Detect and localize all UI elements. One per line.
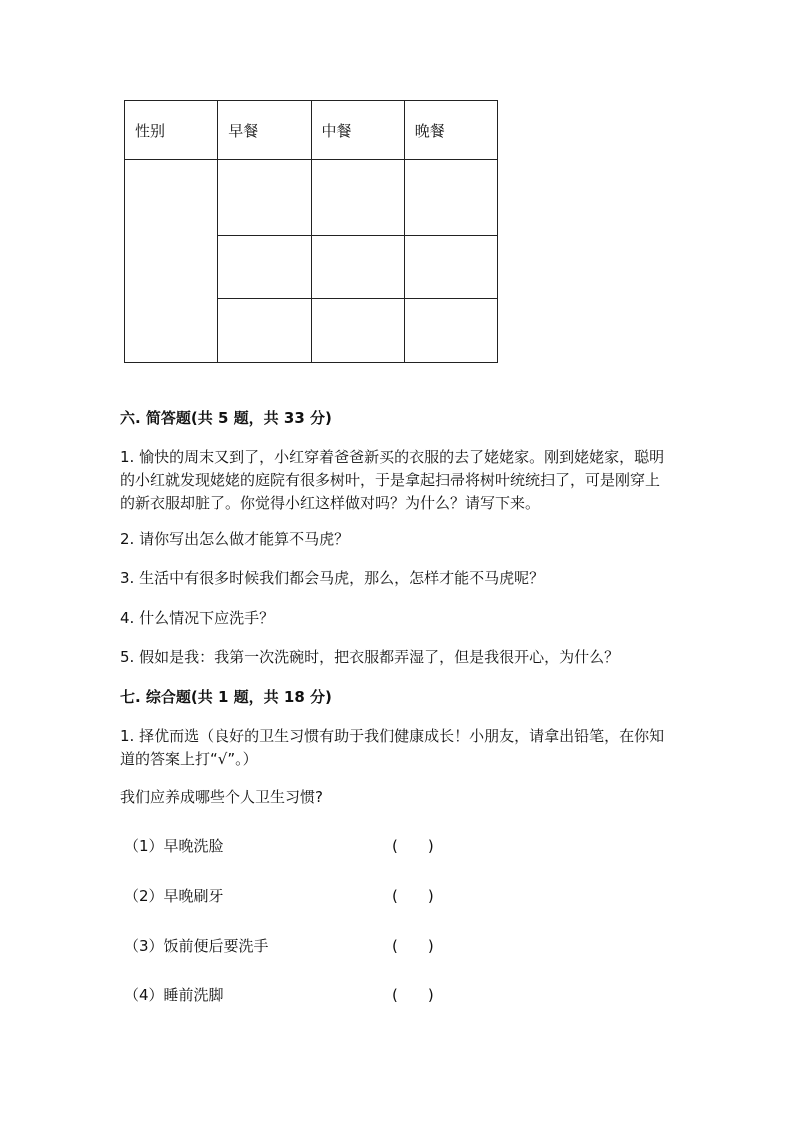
answer-blank-2[interactable]: ( ) xyxy=(392,887,434,905)
header-breakfast: 早餐 xyxy=(218,101,311,160)
meal-table xyxy=(124,100,498,363)
section-6-title: 六. 简答题(共 5 题，共 33 分) xyxy=(120,409,332,427)
comprehensive-question-1: 1. 择优而选（良好的卫生习惯有助于我们健康成长！小朋友，请拿出铅笔，在你知道的答案上打“√”。） xyxy=(120,727,665,768)
table-cell[interactable] xyxy=(218,236,311,299)
question-1: 1. 愉快的周末又到了，小红穿着爸爸新买的衣服的去了姥姥家。刚到姥姥家，聪明的小红就发现姥姥的庭院有很多树叶，于是拿起扫帚将树叶统统扫了，可是刚穿上的新衣服却脏了。你觉得小红这样做对吗？为什么？请写下来。 xyxy=(120,448,665,512)
table-cell[interactable] xyxy=(218,299,311,363)
header-lunch: 中餐 xyxy=(311,101,404,160)
answer-blank-3[interactable]: ( ) xyxy=(392,937,434,955)
table-cell[interactable] xyxy=(404,160,497,236)
option-4: （4）睡前洗脚 xyxy=(124,986,224,1004)
answer-blank-1[interactable]: ( ) xyxy=(392,837,434,855)
table-cell[interactable] xyxy=(404,236,497,299)
question-5: 5. 假如是我：我第一次洗碗时，把衣服都弄湿了，但是我很开心，为什么？ xyxy=(120,648,620,666)
header-gender: 性别 xyxy=(125,101,218,160)
question-3: 3. 生活中有很多时候我们都会马虎，那么，怎样才能不马虎呢？ xyxy=(120,569,545,587)
header-dinner: 晚餐 xyxy=(404,101,497,160)
table-cell[interactable] xyxy=(311,160,404,236)
answer-blank-4[interactable]: ( ) xyxy=(392,986,434,1004)
table-cell[interactable] xyxy=(311,299,404,363)
table-cell[interactable] xyxy=(218,160,311,236)
gender-cell[interactable] xyxy=(125,160,218,363)
table-cell[interactable] xyxy=(311,236,404,299)
table-cell[interactable] xyxy=(404,299,497,363)
prompt-text: 我们应养成哪些个人卫生习惯? xyxy=(120,788,323,806)
option-3: （3）饭前便后要洗手 xyxy=(124,937,269,955)
option-1: （1）早晚洗脸 xyxy=(124,837,224,855)
question-4: 4. 什么情况下应洗手？ xyxy=(120,609,275,627)
option-2: （2）早晚刷牙 xyxy=(124,887,224,905)
question-2: 2. 请你写出怎么做才能算不马虎？ xyxy=(120,530,350,548)
section-7-title: 七. 综合题(共 1 题，共 18 分) xyxy=(120,688,332,706)
